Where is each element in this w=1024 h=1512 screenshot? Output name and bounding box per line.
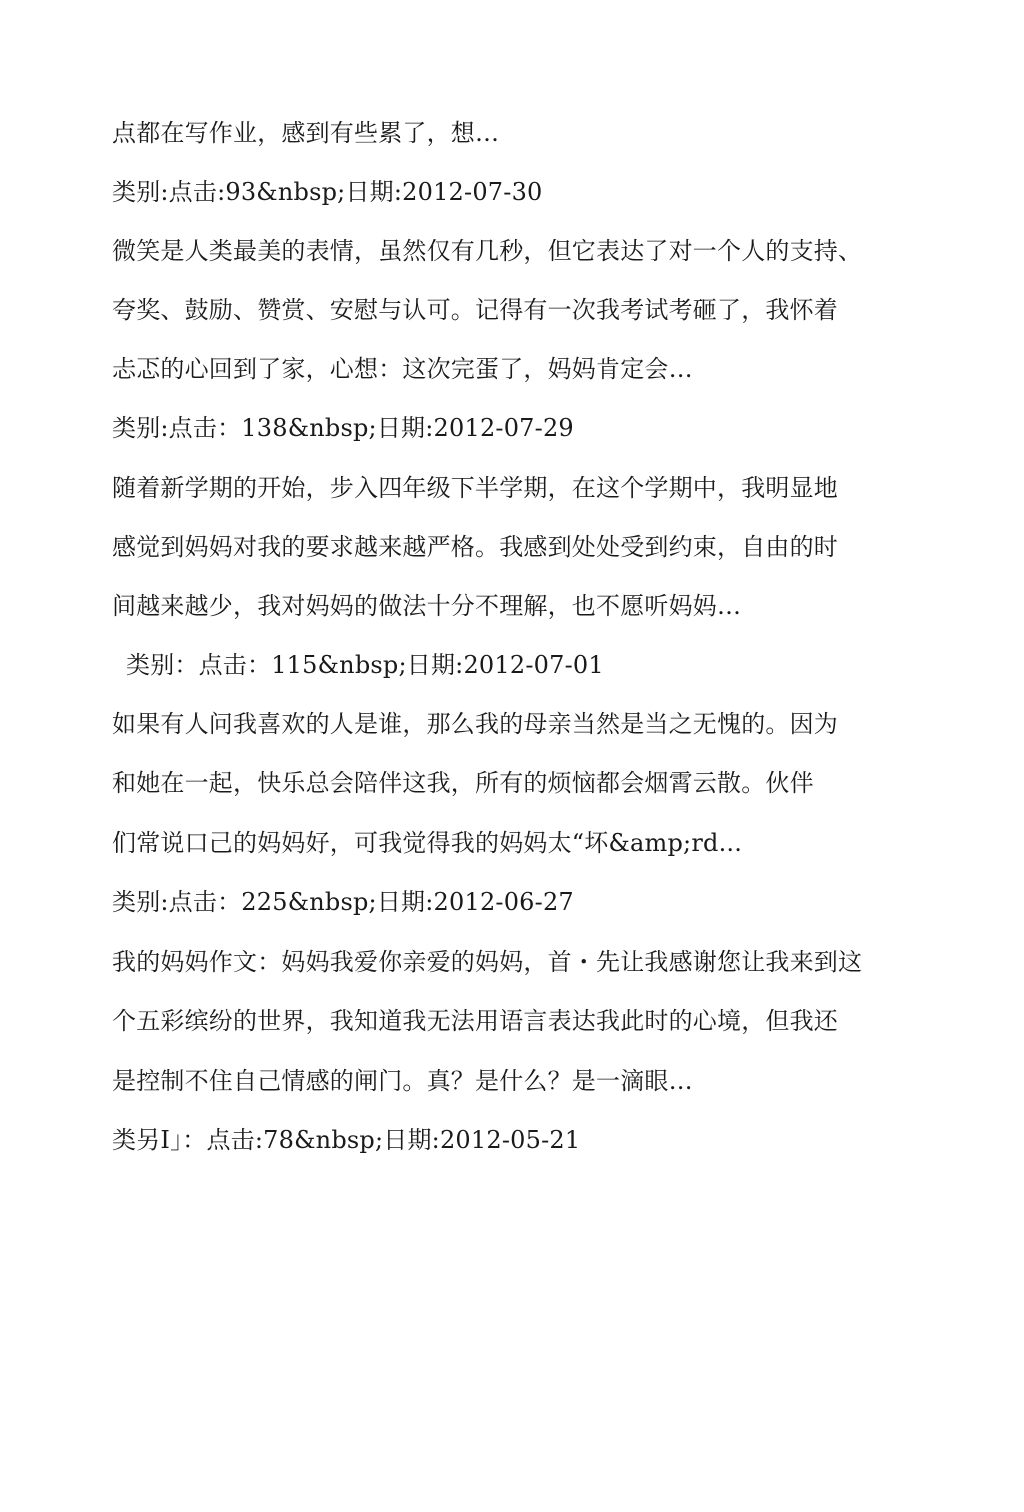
entry-3-text-line-1: 随着新学期的开始，步入四年级下半学期，在这个学期中，我明显地 (112, 474, 838, 502)
entry-3-text-line-3: 间越来越少，我对妈妈的做法十分不理解，也不愿听妈妈… (112, 592, 742, 620)
entry-2-text-line-3: 忐忑的心回到了家，心想：这次完蛋了，妈妈肯定会… (112, 355, 693, 383)
entry-3-text-line-2: 感觉到妈妈对我的要求越来越严格。我感到处处受到约束，自由的时 (112, 533, 838, 561)
entry-4-text-line-2: 和她在一起，快乐总会陪伴这我，所有的烦恼都会烟霄云散。伙伴 (112, 769, 814, 797)
entry-5-text-line-2: 个五彩缤纷的世界，我知道我无法用语言表达我此时的心境，但我还 (112, 1007, 838, 1035)
entry-2-meta: 类别:点击：138&nbsp;日期:2012-07-29 (112, 414, 574, 442)
entry-4-text-line-1: 如果有人问我喜欢的人是谁，那么我的母亲当然是当之无愧的。因为 (112, 710, 838, 738)
entry-4-meta: 类别:点击：225&nbsp;日期:2012-06-27 (112, 888, 574, 916)
entry-1-text-line-1: 点都在写作业，感到有些累了，想… (112, 119, 500, 147)
entry-5-meta: 类另I」：点击:78&nbsp;日期:2012-05-21 (112, 1126, 581, 1154)
entry-1-meta: 类别:点击:93&nbsp;日期:2012-07-30 (112, 178, 543, 206)
entry-5-text-line-3: 是控制不住自己情感的闸门。真？是什么？是一滴眼… (112, 1067, 693, 1095)
entry-5-text-line-1: 我的妈妈作文：妈妈我爱你亲爱的妈妈，首・先让我感谢您让我来到这 (112, 948, 863, 976)
entry-2-text-line-1: 微笑是人类最美的表情，虽然仅有几秒，但它表达了对一个人的支持、 (112, 237, 863, 265)
entry-4-text-line-3: 们常说口己的妈妈好，可我觉得我的妈妈太“坏&amp;rd... (112, 829, 743, 857)
entry-3-meta: 类别：点击：115&nbsp;日期:2012-07-01 (126, 651, 604, 679)
entry-2-text-line-2: 夸奖、鼓励、赞赏、安慰与认可。记得有一次我考试考砸了，我怀着 (112, 296, 838, 324)
